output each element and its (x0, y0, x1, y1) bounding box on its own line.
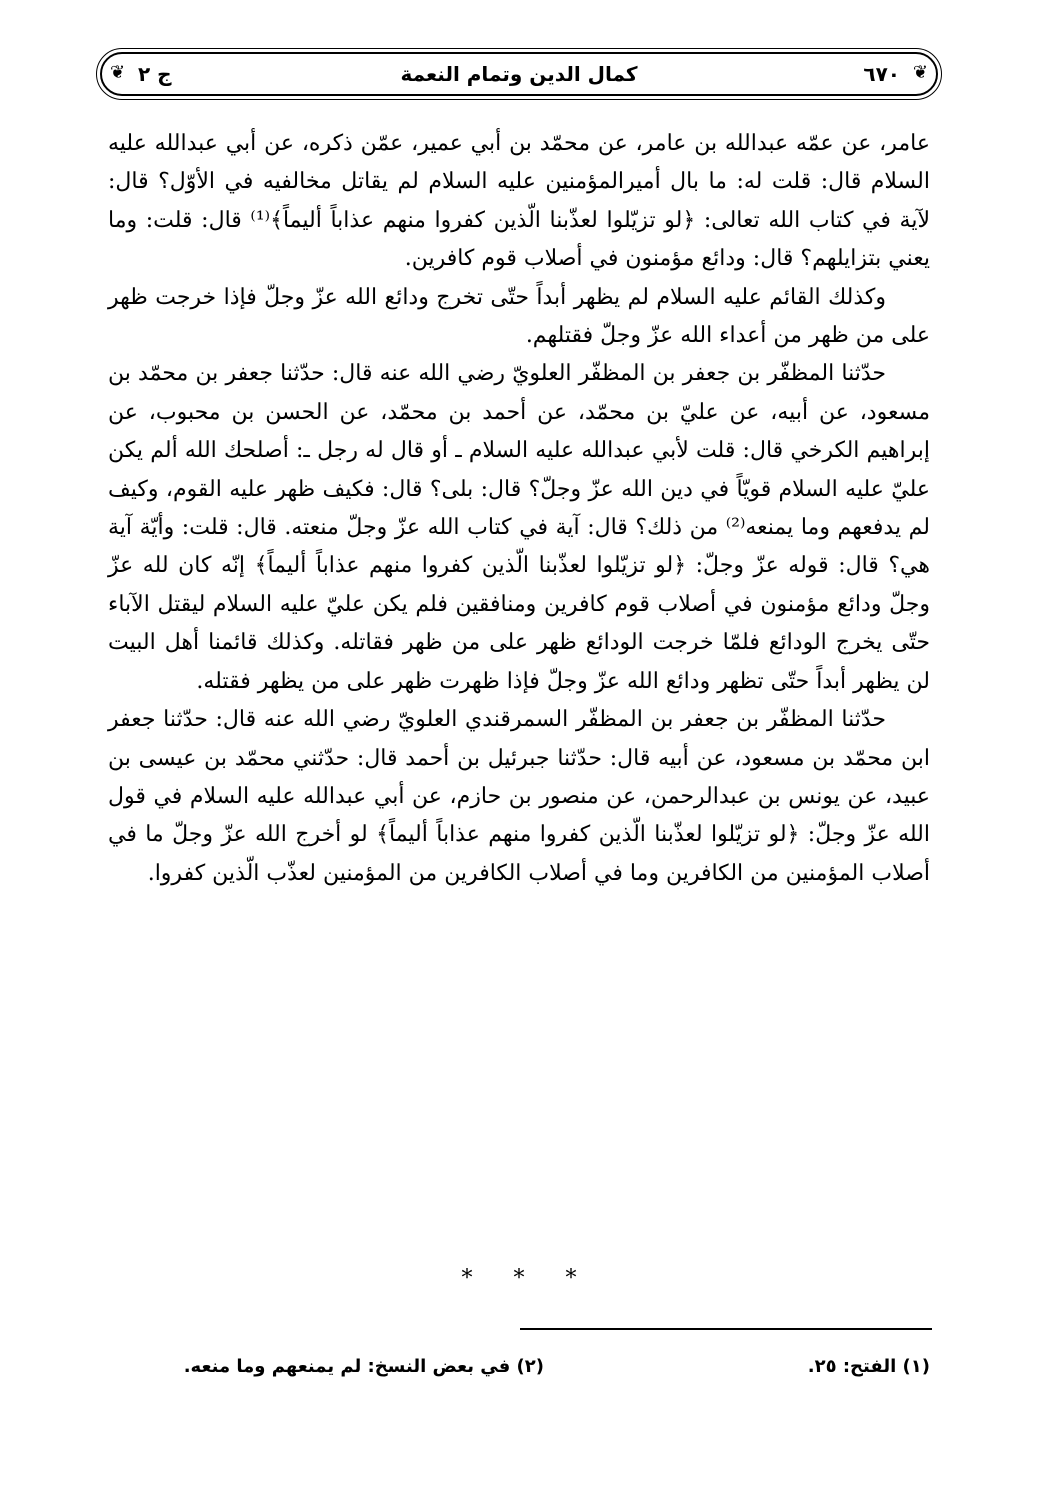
paragraph-3: حدّثنا المظفّر بن جعفر بن المظفّر العلويّ رضي الله عنه قال: حدّثنا جعفر بن محمّد بن مسعود، عن أبيه، عن عليّ بن محمّد، عن أحمد بن محمّد، عن الحسن بن محبوب، عن إبراهيم الكرخي قال: قلت لأبي عبدالله عليه السلام ـ أو قال له رجل ـ: أصلحك الله ألم يكن عليّ عليه السلام قويّاً في دين الله عزّ وجلّ؟ قال: بلى؟ قال: فكيف ظهر عليه القوم، وكيف لم يدفعهم وما يمنعه⁽²⁾ من ذلك؟ قال: آية في كتاب الله عزّ وجلّ منعته. قال: قلت: وأيّة آية هي؟ قال: قوله عزّ وجلّ: ﴿لو تزيّلوا لعذّبنا الّذين كفروا منهم عذاباً أليماً﴾ إنّه كان لله عزّ وجلّ ودائع مؤمنون في أصلاب قوم كافرين ومنافقين فلم يكن عليّ عليه السلام ليقتل الآباء حتّى يخرج الودائع فلمّا خرجت الودائع ظهر على من ظهر فقاتله. وكذلك قائمنا أهل البيت لن يظهر أبداً حتّى تظهر ودائع الله عزّ وجلّ فإذا ظهرت ظهر على من يظهر فقتله. (108, 361, 930, 694)
paragraph-4: حدّثنا المظفّر بن جعفر بن المظفّر السمرقندي العلويّ رضي الله عنه قال: حدّثنا جعفر ابن محمّد بن مسعود، عن أبيه قال: حدّثنا جبرئيل بن أحمد قال: حدّثني محمّد بن عيسى بن عبيد، عن يونس بن عبدالرحمن، عن منصور بن حازم، عن أبي عبدالله عليه السلام في قول الله عزّ وجلّ: ﴿لو تزيّلوا لعذّبنا الّذين كفروا منهم عذاباً أليماً﴾ لو أخرج الله عزّ وجلّ ما في أصلاب المؤمنين من الكافرين وما في أصلاب الكافرين من المؤمنين لعذّب الّذين كفروا. (108, 707, 930, 886)
header-ornament-left-icon: ❦ (110, 62, 126, 83)
main-text (108, 125, 930, 893)
paragraph-1: عامر، عن عمّه عبدالله بن عامر، عن محمّد بن أبي عمير، عمّن ذكره، عن أبي عبدالله عليه السلام قال: قلت له: ما بال أميرالمؤمنين عليه السلام لم يقاتل مخالفيه في الأوّل؟ قال: لآية في كتاب الله تعالى: ﴿لو تزيّلوا لعذّبنا الّذين كفروا منهم عذاباً أليماً﴾⁽¹⁾ قال: قلت: وما يعني بتزايلهم؟ قال: ودائع مؤمنون في أصلاب قوم كافرين. (108, 131, 930, 272)
header-ornament-right-icon: ❦ (912, 62, 928, 83)
page-number: ٦٧٠ (863, 62, 900, 86)
footnote-1: (١) الفتح: ٢٥. (807, 1356, 930, 1377)
paragraph-2: وكذلك القائم عليه السلام لم يظهر أبداً حتّى تخرج ودائع الله عزّ وجلّ فإذا خرجت ظهر على من ظهر من أعداء الله عزّ وجلّ فقتلهم. (108, 284, 930, 349)
footnote-2: (٢) في بعض النسخ: لم يمنعهم وما منعه. (183, 1356, 544, 1377)
footnote-rule (520, 1328, 932, 1330)
section-separator: * * * (461, 1266, 577, 1291)
volume-label: ج ٢ (138, 62, 172, 86)
running-header (100, 52, 938, 96)
book-title: كمال الدين وتمام النعمة (400, 62, 638, 86)
